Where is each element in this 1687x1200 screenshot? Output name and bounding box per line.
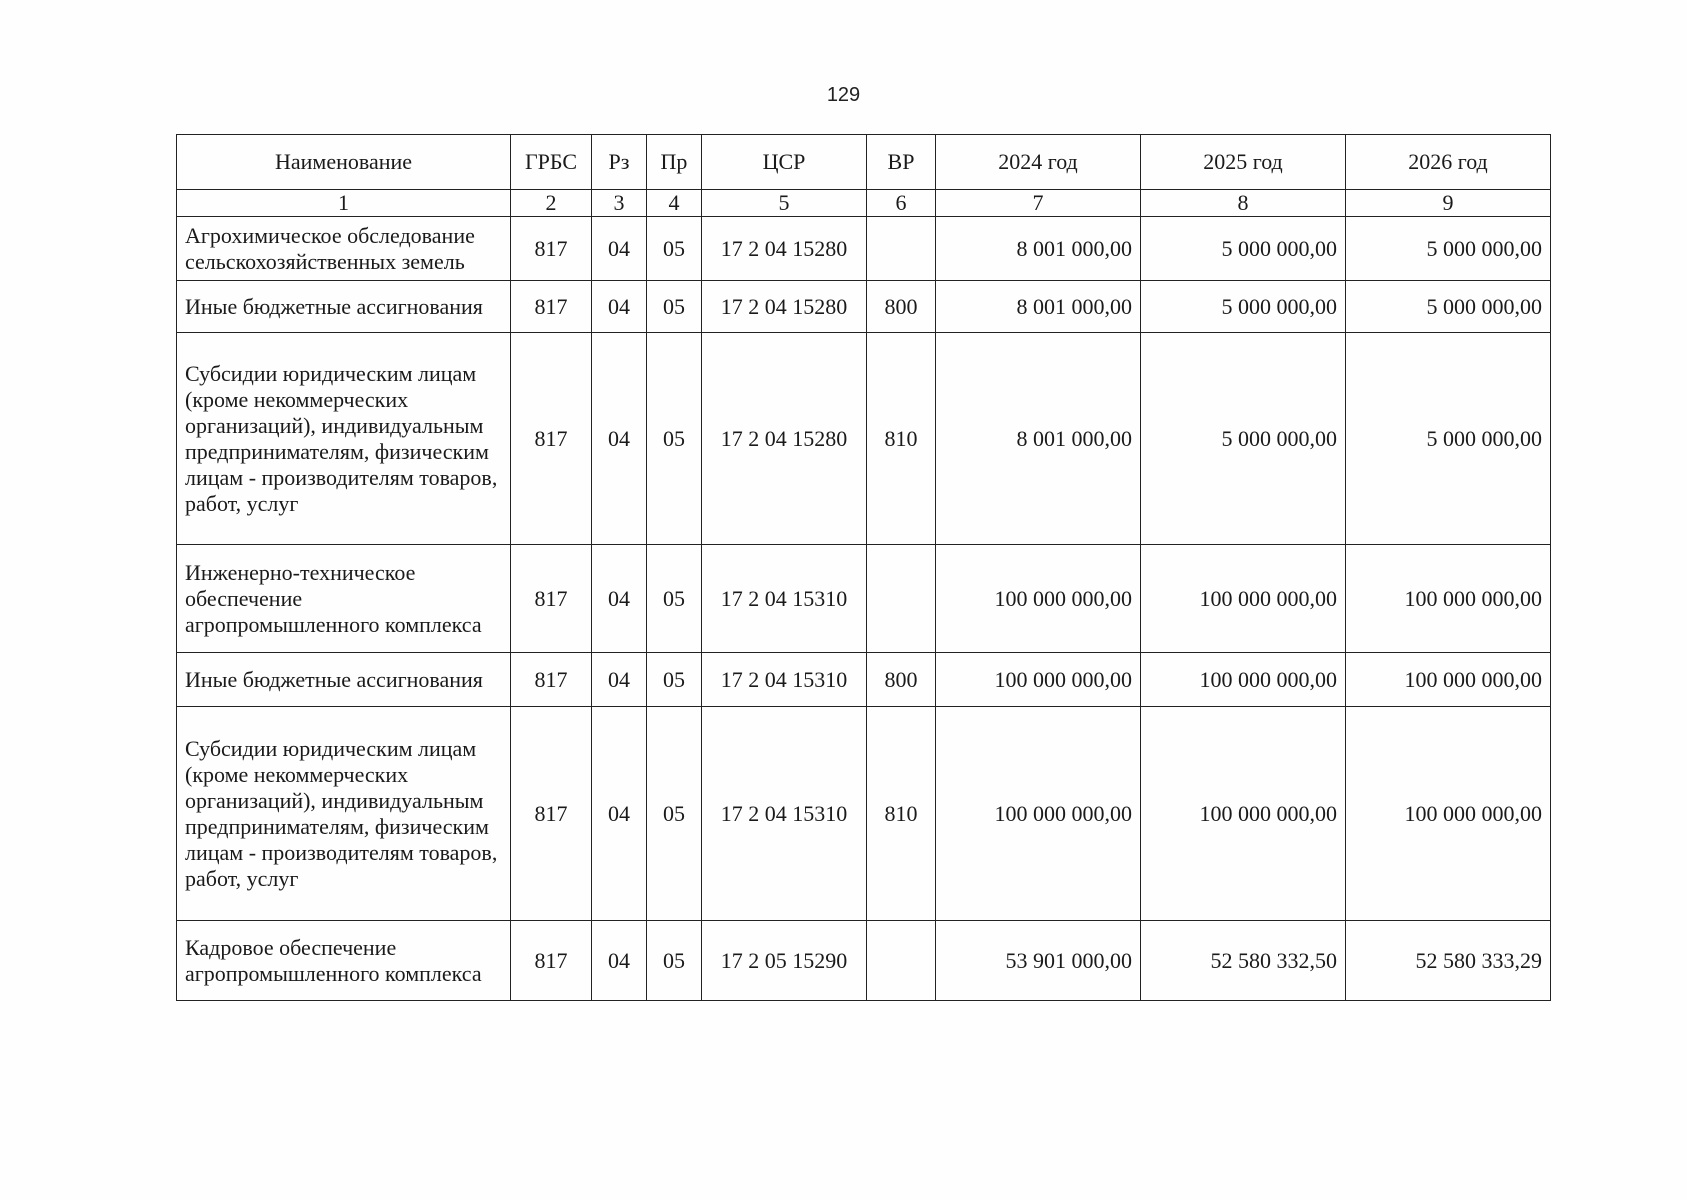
row-pr: 05	[647, 707, 702, 921]
header-rz: Рз	[592, 135, 647, 190]
row-pr: 05	[647, 653, 702, 707]
table-row	[177, 281, 1551, 333]
row-pr: 05	[647, 545, 702, 653]
row-amount-2025: 100 000 000,00	[1141, 707, 1346, 921]
row-amount-2024: 100 000 000,00	[936, 707, 1141, 921]
row-vr	[867, 217, 936, 281]
table-row	[177, 217, 1551, 281]
row-name: Субсидии юридическим лицам (кроме некоммерческих организаций), индивидуальным предпринимателям, физическим лицам - производителям товаров, работ, услуг	[177, 333, 511, 545]
row-csr: 17 2 05 15290	[702, 921, 867, 1001]
row-grbs: 817	[511, 333, 592, 545]
row-amount-2026: 52 580 333,29	[1346, 921, 1551, 1001]
row-vr	[867, 921, 936, 1001]
row-name: Иные бюджетные ассигнования	[177, 653, 511, 707]
row-pr: 05	[647, 281, 702, 333]
budget-table	[176, 134, 1551, 1001]
column-number: 8	[1141, 190, 1346, 217]
row-name: Агрохимическое обследование сельскохозяйственных земель	[177, 217, 511, 281]
column-number: 7	[936, 190, 1141, 217]
row-amount-2025: 52 580 332,50	[1141, 921, 1346, 1001]
row-csr: 17 2 04 15310	[702, 653, 867, 707]
row-amount-2026: 100 000 000,00	[1346, 653, 1551, 707]
column-number: 1	[177, 190, 511, 217]
column-number: 2	[511, 190, 592, 217]
row-vr: 810	[867, 707, 936, 921]
row-rz: 04	[592, 545, 647, 653]
header-name: Наименование	[177, 135, 511, 190]
row-amount-2024: 8 001 000,00	[936, 333, 1141, 545]
row-amount-2025: 100 000 000,00	[1141, 545, 1346, 653]
header-row	[177, 135, 1551, 190]
header-2026: 2026 год	[1346, 135, 1551, 190]
row-name: Кадровое обеспечение агропромышленного комплекса	[177, 921, 511, 1001]
row-grbs: 817	[511, 217, 592, 281]
row-amount-2025: 5 000 000,00	[1141, 333, 1346, 545]
page-number: 129	[826, 84, 861, 106]
row-rz: 04	[592, 217, 647, 281]
row-csr: 17 2 04 15280	[702, 333, 867, 545]
table-row	[177, 333, 1551, 545]
column-number-row	[177, 190, 1551, 217]
header-pr: Пр	[647, 135, 702, 190]
column-number: 9	[1346, 190, 1551, 217]
header-2025: 2025 год	[1141, 135, 1346, 190]
row-grbs: 817	[511, 545, 592, 653]
table-row	[177, 921, 1551, 1001]
row-grbs: 817	[511, 653, 592, 707]
table-row	[177, 653, 1551, 707]
row-csr: 17 2 04 15280	[702, 217, 867, 281]
row-pr: 05	[647, 333, 702, 545]
header-csr: ЦСР	[702, 135, 867, 190]
header-grbs: ГРБС	[511, 135, 592, 190]
row-rz: 04	[592, 921, 647, 1001]
row-csr: 17 2 04 15310	[702, 707, 867, 921]
row-amount-2024: 100 000 000,00	[936, 653, 1141, 707]
row-amount-2026: 100 000 000,00	[1346, 707, 1551, 921]
row-pr: 05	[647, 921, 702, 1001]
row-amount-2026: 100 000 000,00	[1346, 545, 1551, 653]
row-amount-2024: 100 000 000,00	[936, 545, 1141, 653]
row-csr: 17 2 04 15280	[702, 281, 867, 333]
row-pr: 05	[647, 217, 702, 281]
column-number: 4	[647, 190, 702, 217]
row-amount-2024: 8 001 000,00	[936, 217, 1141, 281]
row-amount-2025: 5 000 000,00	[1141, 217, 1346, 281]
row-grbs: 817	[511, 707, 592, 921]
row-amount-2026: 5 000 000,00	[1346, 217, 1551, 281]
row-amount-2024: 53 901 000,00	[936, 921, 1141, 1001]
column-number: 5	[702, 190, 867, 217]
row-grbs: 817	[511, 281, 592, 333]
row-amount-2024: 8 001 000,00	[936, 281, 1141, 333]
row-amount-2025: 5 000 000,00	[1141, 281, 1346, 333]
row-rz: 04	[592, 653, 647, 707]
row-rz: 04	[592, 707, 647, 921]
column-number: 3	[592, 190, 647, 217]
row-csr: 17 2 04 15310	[702, 545, 867, 653]
row-name: Иные бюджетные ассигнования	[177, 281, 511, 333]
table-row	[177, 545, 1551, 653]
row-amount-2025: 100 000 000,00	[1141, 653, 1346, 707]
header-2024: 2024 год	[936, 135, 1141, 190]
row-vr: 810	[867, 333, 936, 545]
row-rz: 04	[592, 281, 647, 333]
header-vr: ВР	[867, 135, 936, 190]
row-rz: 04	[592, 333, 647, 545]
row-name: Субсидии юридическим лицам (кроме некоммерческих организаций), индивидуальным предпринимателям, физическим лицам - производителям товаров, работ, услуг	[177, 707, 511, 921]
row-grbs: 817	[511, 921, 592, 1001]
row-vr: 800	[867, 653, 936, 707]
row-amount-2026: 5 000 000,00	[1346, 281, 1551, 333]
row-vr: 800	[867, 281, 936, 333]
row-name: Инженерно-техническое обеспечение агропромышленного комплекса	[177, 545, 511, 653]
column-number: 6	[867, 190, 936, 217]
row-vr	[867, 545, 936, 653]
table-row	[177, 707, 1551, 921]
row-amount-2026: 5 000 000,00	[1346, 333, 1551, 545]
